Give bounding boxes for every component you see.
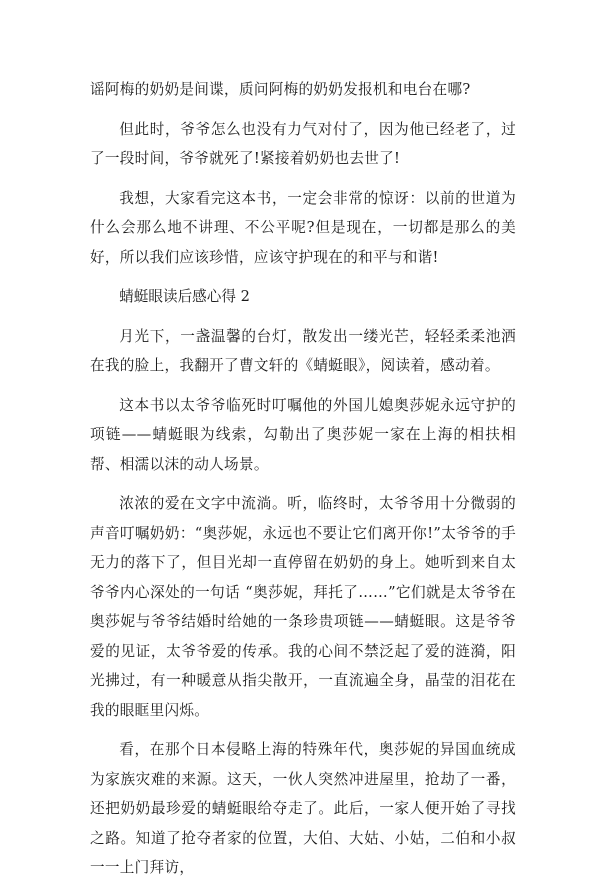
- paragraph-continuation: 谣阿梅的奶奶是间谍，质问阿梅的奶奶发报机和电台在哪?: [90, 81, 471, 98]
- paragraph: 我想，大家看完这本书，一定会非常的惊讶：以前的世道为什么会那么地不讲理、不公平呢?但是现在，一切都是那么的美好，所以我们应该珍惜，应该守护现在的和平与和谐!: [90, 189, 516, 266]
- document-body: [90, 75, 516, 893]
- paragraph: 这本书以太爷爷临死时叮嘱他的外国儿媳奥莎妮永远守护的项链——蜻蜓眼为线索，勾勒出了奥莎妮一家在上海的相扶相帮、相濡以沫的动人场景。: [90, 396, 516, 473]
- paragraph: 浓浓的爱在文字中流淌。听，临终时，太爷爷用十分微弱的声音叮嘱奶奶：“奥莎妮，永远也不要让它们离开你!”太爷爷的手无力的落下了，但目光却一直停留在奶奶的身上。她听到来自太爷爷内心深处的一句话 “奥莎妮，拜托了……”它们就是太爷爷在奥莎妮与爷爷结婚时给她的一条珍贵项链——蜻蜓眼。这是爷爷爱的见证，太爷爷爱的传承。我的心间不禁泛起了爱的涟漪，阳光拂过，有一种暖意从指尖散开，一直流遍全身，晶莹的泪花在我的眼眶里闪烁。: [90, 495, 516, 719]
- paragraph: 看，在那个日本侵略上海的特殊年代，奥莎妮的异国血统成为家族灾难的来源。这天，一伙人突然冲进屋里，抢劫了一番，还把奶奶最珍爱的蜻蜓眼给夺走了。此后，一家人便开始了寻找之路。知道了抢夺者家的位置，大伯、大姑、小姑，二伯和小叔一一上门拜访，: [90, 741, 516, 876]
- paragraph: 但此时，爷爷怎么也没有力气对付了，因为他已经老了，过了一段时间，爷爷就死了!紧接着奶奶也去世了!: [90, 120, 516, 167]
- paragraph: 月光下，一盏温馨的台灯，散发出一缕光芒，轻轻柔柔池洒在我的脸上，我翻开了曹文轩的《蜻蜓眼》，阅读着，感动着。: [90, 327, 516, 374]
- section-heading: 蜻蜓眼读后感心得 2: [119, 288, 250, 305]
